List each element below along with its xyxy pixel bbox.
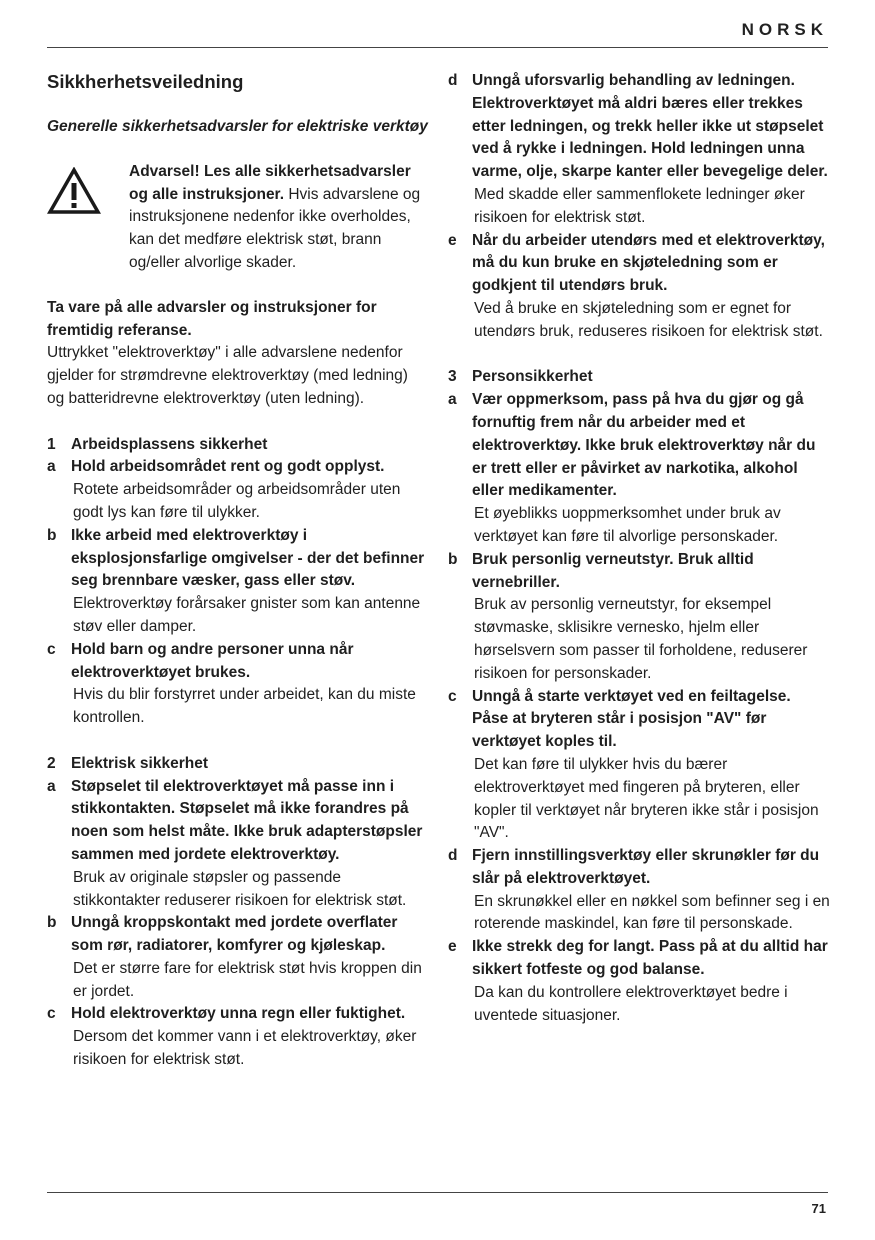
item-normal-text: Det er større fare for elektrisk støt hvis kroppen din er jordet. <box>73 959 422 1000</box>
item-normal-text: En skrunøkkel eller en nøkkel som befinner seg i en roterende maskindel, kan føre til personskade. <box>474 892 830 933</box>
list-item <box>47 639 429 730</box>
warning-triangle-icon <box>47 161 129 275</box>
item-bold-text: Vær oppmerksom, pass på hva du gjør og gå fornuftig frem når du arbeider med et elektroverktøy. Ikke bruk elektroverktøy når du er trett eller er påvirket av narkotika, alkohol eller medikamenter. <box>472 391 816 500</box>
item-bold-text: Ikke arbeid med elektroverktøy i eksplosjonsfarlige omgivelser - der det befinner seg brennbare væsker, gass eller støv. <box>71 526 425 590</box>
page-title: Sikkherhetsveiledning <box>47 71 244 92</box>
list-item <box>448 389 830 549</box>
item-normal-text: Med skadde eller sammenflokete ledninger øker risikoen for elektrisk støt. <box>474 185 805 226</box>
item-letter: c <box>47 1005 56 1023</box>
warning-bold-text: Advarsel! Les alle sikkerhetsadvarsler og alle instruksjoner. <box>129 162 411 203</box>
list-item <box>448 936 830 1027</box>
section-title: Arbeidsplassens sikkerhet <box>71 435 268 453</box>
item-bold-text: Hold barn og andre personer unna når elektroverktøyet brukes. <box>71 640 354 681</box>
language-header: NORSK <box>741 20 828 39</box>
item-letter: e <box>448 938 457 956</box>
reference-heading: Ta vare på alle advarsler og instruksjoner for fremtidig referanse. <box>47 298 377 339</box>
item-normal-text: Bruk av personlig verneutstyr, for eksempel støvmaske, sklisikre vernesko, hjelm eller hørselsvern som passer til forholdene, reduserer risikoen for personskader. <box>474 596 808 682</box>
section-heading <box>448 366 830 389</box>
item-normal-text: Det kan føre til ulykker hvis du bærer elektroverktøyet med fingeren på bryteren, eller kopler til verktøyet når bryteren ikke står i posisjon "AV". <box>474 755 819 842</box>
list-item <box>448 549 830 686</box>
warning-normal-text: Hvis advarslene og instruksjonene nedenfor ikke overholdes, kan det medføre elektrisk støt, brann og/eller alvorlige skader. <box>129 185 421 271</box>
item-letter: c <box>448 687 457 705</box>
list-item <box>47 912 429 1003</box>
warning-block <box>47 161 429 275</box>
item-letter: d <box>448 72 458 89</box>
list-item <box>47 525 429 639</box>
item-letter: e <box>448 231 457 249</box>
section-heading <box>47 434 429 457</box>
warning-text <box>129 161 429 275</box>
item-normal-text: Rotete arbeidsområder og arbeidsområder uten godt lys kan føre til ulykker. <box>73 481 401 521</box>
item-bold-text: Unngå kroppskontakt med jordete overflater som rør, radiatorer, komfyrer og kjøleskap. <box>71 914 398 955</box>
reference-text: Uttrykket "elektroverktøy" i alle advarslene nedenfor gjelder for strømdrevne elektroverktøy (med ledning) og batteridrevne elektroverktøy (uten ledning). <box>47 344 408 407</box>
item-normal-text: Et øyeblikks uoppmerksomhet under bruk av verktøyet kan føre til alvorlige personskader. <box>474 505 781 545</box>
list-item <box>47 776 429 913</box>
item-bold-text: Hold arbeidsområdet rent og godt opplyst. <box>71 458 385 476</box>
item-normal-text: Bruk av originale støpsler og passende stikkontakter reduserer risikoen for elektrisk støt. <box>73 868 407 909</box>
item-bold-text: Hold elektroverktøy unna regn eller fuktighet. <box>71 1005 406 1023</box>
item-letter: c <box>47 640 56 658</box>
item-normal-text: Hvis du blir forstyrret under arbeidet, kan du miste kontrollen. <box>73 686 416 727</box>
section-number: 1 <box>47 435 56 453</box>
item-letter: b <box>47 914 57 932</box>
item-letter: d <box>448 847 458 865</box>
right-column <box>448 70 830 1027</box>
item-normal-text: Dersom det kommer vann i et elektroverktøy, øker risikoen for elektrisk støt. <box>73 1028 417 1069</box>
section-number: 2 <box>47 754 56 772</box>
item-bold-text: Bruk personlig verneutstyr. Bruk alltid vernebriller. <box>472 550 754 591</box>
list-item <box>47 1003 429 1071</box>
item-normal-text: Elektroverktøy forårsaker gnister som kan antenne støv eller damper. <box>73 595 421 635</box>
list-item <box>448 70 830 230</box>
item-letter: a <box>47 458 56 476</box>
item-bold-text: Fjern innstillingsverktøy eller skrunøkler før du slår på elektroverktøyet. <box>472 847 820 887</box>
left-column <box>47 70 429 1072</box>
item-bold-text: Ikke strekk deg for langt. Pass på at du alltid har sikkert fotfeste og god balanse. <box>472 938 828 979</box>
footer-rule <box>47 1192 828 1193</box>
header-rule <box>47 47 828 48</box>
section-title: Personsikkerhet <box>472 368 593 386</box>
list-item <box>47 456 429 524</box>
item-letter: a <box>47 777 56 795</box>
item-bold-text: Når du arbeider utendørs med et elektroverktøy, må du kun bruke en skjøteledning som er godkjent til utendørs bruk. <box>472 231 825 295</box>
item-bold-text: Støpselet til elektroverktøyet må passe inn i stikkontakten. Støpselet må ikke forandres på noen som helst måte. Ikke bruk adapterstøpsler sammen med jordete elektroverktøy. <box>71 777 423 863</box>
item-bold-text: Unngå å starte verktøyet ved en feiltagelse. Påse at bryteren står i posisjon "AV" før verktøyet koples til. <box>472 687 791 751</box>
item-bold-text: Unngå uforsvarlig behandling av ledningen. Elektroverktøyet må aldri bæres eller trekkes etter ledningen, og trekk heller ikke ut støpselet ved å rykke i ledningen. Hold ledningen unna varme, olje, skarpe kanter eller bevegelige deler. <box>472 72 828 181</box>
item-letter: b <box>47 526 57 544</box>
section-number: 3 <box>448 368 457 386</box>
list-item <box>448 845 830 936</box>
list-item <box>448 230 830 344</box>
item-normal-text: Da kan du kontrollere elektroverktøyet bedre i uventede situasjoner. <box>474 983 788 1024</box>
section-title: Elektrisk sikkerhet <box>71 754 209 772</box>
item-normal-text: Ved å bruke en skjøteledning som er egnet for utendørs bruk, reduseres risikoen for elektrisk støt. <box>474 299 823 340</box>
section-heading <box>47 753 429 776</box>
item-letter: b <box>448 550 458 568</box>
item-letter: a <box>448 391 457 409</box>
page-number: 71 <box>811 1201 826 1216</box>
list-item <box>448 686 830 846</box>
page-subtitle: Generelle sikkerhetsadvarsler for elektriske verktøy <box>47 118 428 135</box>
